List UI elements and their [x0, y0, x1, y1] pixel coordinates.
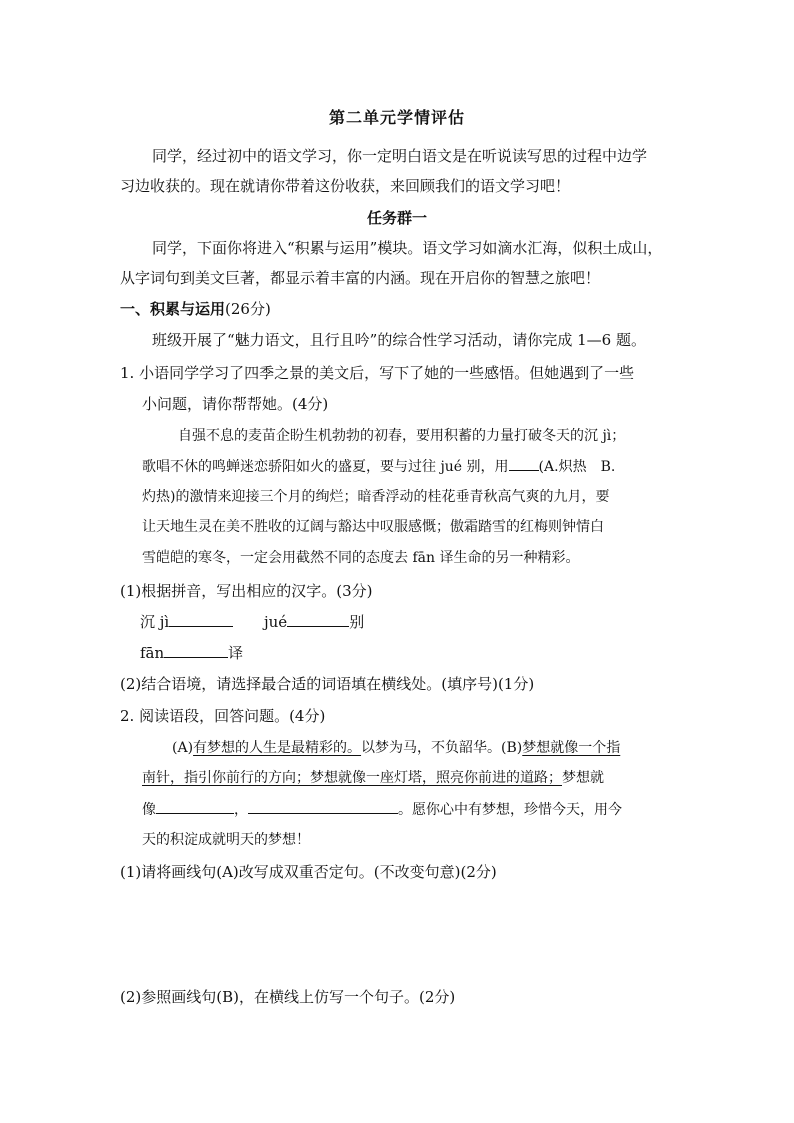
sentence-a-underlined: 有梦想的人生是最精彩的。	[193, 740, 362, 756]
q2-passage-text-1: 以梦为马，不负韶华。	[361, 740, 502, 756]
q1-passage-line-3: 灼热)的激情来迎接三个月的绚烂；暗香浮动的桂花垂青秋高气爽的九月，要	[142, 489, 610, 505]
question-2-line-1: 2. 阅读语段，回答问题。(4分)	[120, 707, 326, 725]
blank-1-label: 沉 jì	[140, 613, 170, 631]
activity-instruction: 班级开展了“魅力语文，且行且吟”的综合性学习活动，请你完成 1—6 题。	[152, 331, 646, 349]
blank-2-field[interactable]	[287, 612, 349, 627]
q1-passage-options: (A.炽热 B.	[538, 459, 616, 475]
imitation-blank-2[interactable]	[248, 799, 398, 814]
q2-comma: ，	[234, 802, 248, 818]
blank-3-suffix: 译	[228, 644, 244, 662]
q2-passage-line-1	[172, 738, 620, 758]
task-group-line-2: 从字词句到美文巨著，都显示着丰富的内涵。现在开启你的智慧之旅吧！	[120, 269, 601, 287]
section-1-score: (26分)	[225, 300, 271, 318]
blank-3-field[interactable]	[164, 643, 228, 658]
sentence-b-underlined-1: 梦想就像一个指	[522, 740, 621, 756]
q1-passage-line-4: 让天地生灵在美不胜收的辽阔与豁达中叹服感慨；傲霜踏雪的红梅则钟情白	[142, 519, 604, 535]
q1-passage-line-1: 自强不息的麦苗企盼生机勃勃的初春，要用积蓄的力量打破冬天的沉 jì；	[178, 428, 626, 444]
section-1-heading	[120, 299, 271, 319]
q2-passage-line-2	[142, 768, 604, 788]
q1-passage-line-2-text: 歌唱不休的鸣蝉迷恋骄阳如火的盛夏，要与过往 jué 别，用	[142, 459, 509, 475]
q2-passage-line-3-prefix: 像	[142, 802, 156, 818]
q2-passage-text-2: 梦想就	[562, 770, 604, 786]
section-1-title: 一、积累与运用	[120, 300, 226, 318]
q1-passage-line-2	[142, 456, 615, 477]
sentence-a-label: (A)	[172, 740, 194, 756]
blank-2-label: jué	[264, 613, 288, 631]
intro-line-1: 同学，经过初中的语文学习，你一定明白语文是在听说读写思的过程中边学	[152, 147, 648, 165]
question-1-line-2: 小问题，请你帮帮她。(4分)	[142, 395, 329, 413]
q1-blank-row-3	[140, 643, 243, 663]
q2-sub-question-2: (2)参照画线句(B)，在横线上仿写一个句子。(2分)	[120, 988, 456, 1006]
sentence-b-underlined-2: 南针，指引你前行的方向；梦想就像一座灯塔，照亮你前进的道路；	[142, 770, 562, 786]
blank-1-field[interactable]	[169, 612, 233, 627]
page-title: 第二单元学情评估	[328, 108, 465, 127]
q1-sub-question-1: (1)根据拼音，写出相应的汉字。(3分)	[120, 582, 373, 600]
q2-passage-line-4: 天的积淀成就明天的梦想！	[142, 832, 310, 848]
q2-passage-line-3	[142, 799, 622, 820]
sentence-b-label: (B)	[501, 740, 523, 756]
q1-sub-question-2: (2)结合语境，请选择最合适的词语填在横线处。(填序号)(1分)	[120, 675, 535, 693]
task-group-heading: 任务群一	[366, 209, 427, 227]
task-group-line-1: 同学，下面你将进入“积累与运用”模块。语文学习如滴水汇海，似积土成山，	[152, 239, 663, 257]
question-1-line-1: 1. 小语同学学习了四季之景的美文后，写下了她的一些感悟。但她遇到了一些	[120, 364, 635, 382]
imitation-blank-1[interactable]	[156, 799, 234, 814]
blank-2-suffix: 别	[349, 613, 365, 631]
q2-passage-line-3-suffix: 。愿你心中有梦想，珍惜今天，用今	[398, 802, 622, 818]
answer-space-1[interactable]	[120, 892, 680, 982]
q1-passage-blank[interactable]	[509, 456, 539, 471]
intro-line-2: 习边收获的。现在就请你带着这份收获，来回顾我们的语文学习吧！	[120, 177, 571, 195]
q1-blank-row-2	[264, 612, 364, 632]
q2-sub-question-1: (1)请将画线句(A)改写成双重否定句。(不改变句意)(2分)	[120, 863, 497, 881]
q1-blank-row-1	[140, 612, 233, 632]
q1-passage-line-5: 雪皑皑的寒冬，一定会用截然不同的态度去 fān 译生命的另一种精彩。	[142, 550, 580, 566]
blank-3-label: fān	[140, 644, 165, 662]
